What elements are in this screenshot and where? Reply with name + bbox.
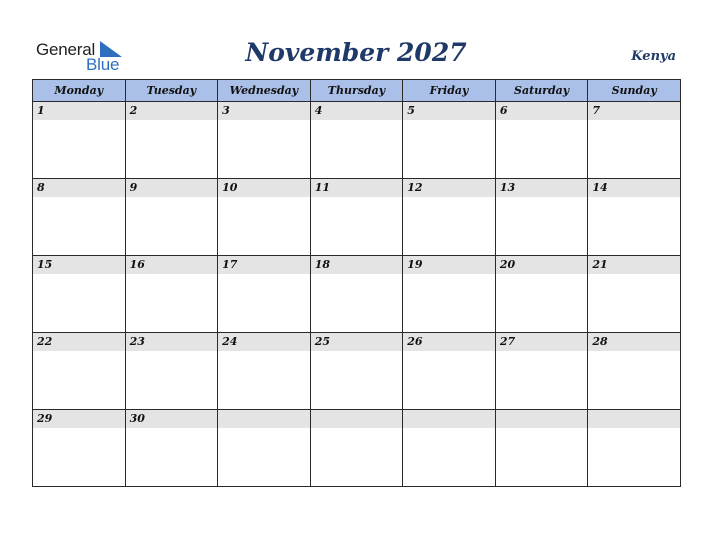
day-number: 2 — [129, 104, 138, 117]
day-number: 16 — [129, 258, 145, 271]
day-number: 7 — [592, 104, 601, 117]
week-row — [33, 256, 681, 333]
day-number: 15 — [37, 258, 53, 271]
day-number: 11 — [314, 181, 330, 194]
day-cell — [403, 410, 496, 487]
day-cell — [125, 410, 218, 487]
weekday-header: Tuesday — [125, 80, 218, 102]
day-cell — [218, 333, 311, 410]
day-number: 1 — [37, 104, 45, 117]
day-cell — [403, 256, 496, 333]
day-number: 19 — [407, 258, 423, 271]
day-cell — [588, 410, 681, 487]
day-cell — [403, 333, 496, 410]
day-cell — [403, 179, 496, 256]
day-number: 28 — [592, 335, 608, 348]
calendar-grid — [32, 79, 681, 487]
day-number: 9 — [129, 181, 138, 194]
day-cell — [310, 102, 403, 179]
day-cell — [218, 410, 311, 487]
day-number: 25 — [314, 335, 330, 348]
weekday-header: Thursday — [310, 80, 403, 102]
day-number: 8 — [37, 181, 45, 194]
day-cell — [218, 256, 311, 333]
day-cell — [310, 410, 403, 487]
day-number: 4 — [314, 104, 323, 117]
day-number: 27 — [499, 335, 516, 348]
weekday-header-row — [33, 80, 681, 102]
day-cell — [33, 410, 126, 487]
day-cell — [310, 256, 403, 333]
week-row — [33, 102, 681, 179]
weekday-header: Sunday — [588, 80, 681, 102]
day-number: 17 — [222, 258, 238, 271]
week-row — [33, 333, 681, 410]
day-cell — [125, 256, 218, 333]
day-cell — [33, 102, 126, 179]
country-label: Kenya — [631, 49, 676, 64]
logo-text-blue: Blue — [86, 55, 120, 74]
day-cell — [495, 102, 588, 179]
day-number: 22 — [37, 335, 53, 348]
day-number: 13 — [499, 181, 516, 194]
day-number: 30 — [129, 412, 145, 425]
day-cell — [125, 102, 218, 179]
day-number: 24 — [222, 335, 238, 348]
day-cell — [495, 179, 588, 256]
week-row — [33, 410, 681, 487]
weekday-header: Wednesday — [218, 80, 311, 102]
day-number: 23 — [129, 335, 145, 348]
weekday-header: Monday — [33, 80, 126, 102]
day-number: 26 — [407, 335, 423, 348]
day-cell — [33, 179, 126, 256]
day-cell — [218, 179, 311, 256]
day-cell — [588, 102, 681, 179]
day-cell — [588, 333, 681, 410]
weekday-header: Friday — [403, 80, 496, 102]
day-number: 3 — [222, 104, 230, 117]
day-cell — [495, 410, 588, 487]
day-cell — [495, 333, 588, 410]
day-cell — [125, 179, 218, 256]
day-cell — [310, 179, 403, 256]
day-cell — [588, 256, 681, 333]
day-number: 29 — [37, 412, 53, 425]
weekday-header: Saturday — [495, 80, 588, 102]
logo-text-general: General — [36, 40, 96, 59]
day-number: 5 — [407, 104, 415, 117]
day-number: 6 — [499, 104, 508, 117]
day-number: 20 — [499, 258, 516, 271]
day-cell — [588, 179, 681, 256]
day-cell — [495, 256, 588, 333]
day-cell — [218, 102, 311, 179]
day-cell — [403, 102, 496, 179]
calendar-title: November 2027 — [245, 38, 467, 67]
week-row — [33, 179, 681, 256]
day-cell — [310, 333, 403, 410]
day-number: 21 — [592, 258, 608, 271]
day-number: 12 — [407, 181, 423, 194]
day-number: 18 — [314, 258, 330, 271]
day-number: 10 — [222, 181, 238, 194]
day-number: 14 — [592, 181, 608, 194]
day-cell — [125, 333, 218, 410]
day-cell — [33, 256, 126, 333]
day-cell — [33, 333, 126, 410]
